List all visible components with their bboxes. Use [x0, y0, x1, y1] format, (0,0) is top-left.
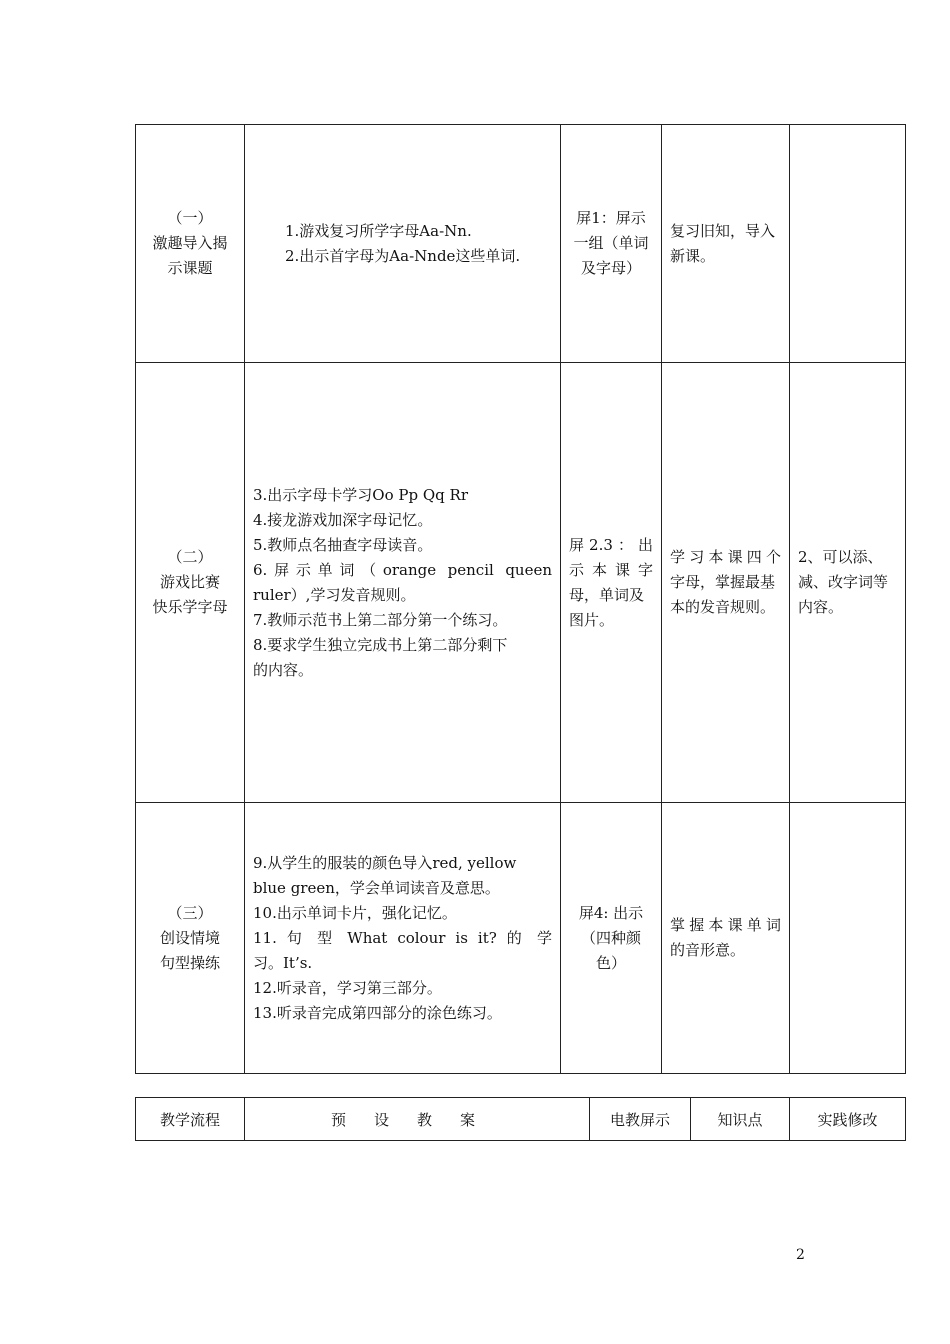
screen-line: 屏1：屏示 — [576, 209, 646, 227]
knowledge-line: 学习本课四个 — [670, 548, 781, 566]
screen-line: 屏4: 出示 — [578, 903, 644, 922]
practice-line: 内容。 — [798, 598, 844, 616]
plan-line: blue green，学会单词读音及意思。 — [253, 878, 500, 897]
screen-line: 色） — [595, 953, 626, 972]
knowledge-cell — [662, 363, 790, 803]
column-header-screen: 电教屏示 — [590, 1098, 691, 1141]
table-row — [136, 803, 906, 1074]
column-header-knowledge: 知识点 — [691, 1098, 790, 1141]
table-header-row — [136, 1098, 906, 1141]
screen-cell — [561, 125, 662, 363]
screen-cell — [561, 363, 662, 803]
stage-number: （一） — [167, 209, 213, 227]
knowledge-line: 掌握本课单词 — [670, 916, 781, 934]
stage-title-line: 激趣导入揭 — [152, 234, 228, 252]
knowledge-line: 复习旧知，导入 — [670, 221, 776, 240]
knowledge-line: 本的发音规则。 — [670, 598, 776, 616]
screen-cell — [561, 803, 662, 1074]
stage-cell — [136, 363, 245, 803]
knowledge-cell — [662, 803, 790, 1074]
knowledge-cell — [662, 125, 790, 363]
practice-cell — [790, 803, 906, 1074]
lesson-plan-table — [135, 124, 906, 1074]
screen-line: 及字母） — [580, 259, 641, 277]
knowledge-line: 字母，掌握最基 — [670, 573, 776, 591]
screen-line: 一组（单词 — [573, 234, 649, 252]
plan-line: 4.接龙游戏加深字母记忆。 — [253, 510, 433, 529]
plan-line: 6.屏示单词（orange pencil queen — [253, 560, 552, 579]
practice-line: 2、可以添、 — [798, 548, 883, 566]
plan-line: ruler）,学习发音规则。 — [253, 585, 416, 604]
stage-title-line: 示课题 — [167, 259, 213, 277]
plan-line: 10.出示单词卡片，强化记忆。 — [253, 903, 457, 922]
plan-cell — [245, 125, 561, 363]
plan-line: 2.出示首字母为Aa-Nnde这些单词. — [285, 246, 521, 265]
plan-line: 5.教师点名抽查字母读音。 — [253, 535, 433, 554]
plan-line: 9.从学生的服装的颜色导入red, yellow — [253, 853, 517, 872]
screen-line: 示本课字 — [569, 560, 653, 579]
header-row-table — [135, 1097, 906, 1141]
practice-cell — [790, 125, 906, 363]
stage-title-line: 游戏比赛 — [159, 573, 220, 591]
screen-line: 图片。 — [569, 610, 615, 629]
practice-line: 减、改字词等 — [798, 573, 889, 591]
plan-line: 3.出示字母卡学习Oo Pp Qq Rr — [253, 485, 469, 504]
stage-number: （三） — [167, 903, 213, 922]
practice-cell — [790, 363, 906, 803]
screen-line: （四种颜 — [580, 928, 641, 947]
plan-line: 8.要求学生独立完成书上第二部分剩下 — [253, 635, 508, 654]
column-header-process: 教学流程 — [136, 1098, 245, 1141]
plan-line: 1.游戏复习所学字母Aa-Nn. — [285, 221, 472, 240]
knowledge-line: 新课。 — [670, 246, 716, 265]
knowledge-line: 的音形意。 — [670, 941, 746, 959]
plan-cell — [245, 803, 561, 1074]
column-header-plan: 预设教案 — [245, 1098, 590, 1141]
screen-line: 屏2.3：出 — [569, 535, 653, 554]
page-number: 2 — [796, 1247, 805, 1263]
stage-cell — [136, 125, 245, 363]
plan-line: 12.听录音，学习第三部分。 — [253, 978, 442, 997]
table-row — [136, 125, 906, 363]
stage-title-line: 创设情境 — [159, 928, 220, 947]
screen-line: 母，单词及 — [569, 585, 645, 604]
plan-line: 的内容。 — [253, 660, 314, 679]
plan-line: 13.听录音完成第四部分的涂色练习。 — [253, 1003, 502, 1022]
stage-title-line: 快乐学字母 — [152, 598, 228, 616]
plan-line: 习。It’s. — [253, 953, 313, 972]
plan-cell — [245, 363, 561, 803]
stage-number: （二） — [167, 548, 213, 566]
plan-line: 11. 句 型 What colour is it? 的 学 — [253, 928, 552, 947]
table-row — [136, 363, 906, 803]
stage-title-line: 句型操练 — [159, 953, 220, 972]
column-header-practice: 实践修改 — [790, 1098, 906, 1141]
stage-cell — [136, 803, 245, 1074]
plan-line: 7.教师示范书上第二部分第一个练习。 — [253, 610, 508, 629]
